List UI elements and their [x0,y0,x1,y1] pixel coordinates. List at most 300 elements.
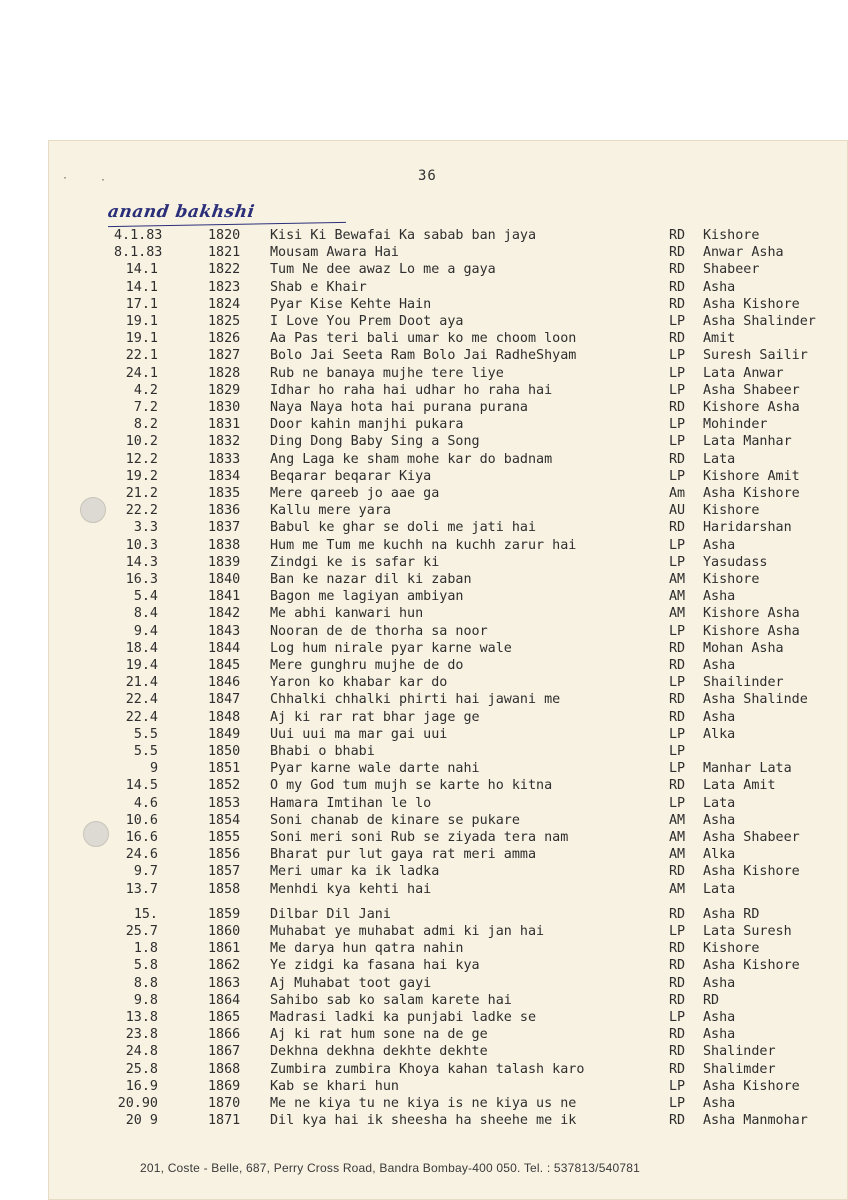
song-title: Ban ke nazar dil ki zaban [270,572,472,587]
song-row [48,554,848,571]
entry-date: 10.6 [125,812,158,828]
song-number: 1866 [208,1027,241,1043]
song-number: 1865 [208,1010,241,1025]
singers: Asha [703,279,736,295]
composer-code: AU [669,503,686,519]
entry-date: 16.9 [125,1078,158,1094]
composer-code: RD [669,640,686,656]
song-number: 1868 [208,1061,241,1077]
entry-date: 22.4 [125,709,158,725]
song-title: Hamara Imtihan le lo [270,795,432,811]
singers: Alka [703,847,736,863]
song-title: Ang Laga ke sham mohe kar do badnam [270,451,553,467]
song-number: 1832 [208,434,241,450]
song-title: Mere gunghru mujhe de do [270,658,464,673]
composer-code: LP [669,382,686,398]
song-number: 1838 [208,537,241,553]
song-title: Zindgi ke is safar ki [270,554,440,570]
composer-code: RD [669,331,686,347]
composer-code: RD [669,1061,686,1077]
singers: Shalimder [703,1061,776,1077]
song-number: 1857 [208,864,241,880]
singers: Asha RD [703,906,760,922]
singers: Shalinder [703,1044,776,1060]
composer-code: AM [669,606,686,622]
song-row [48,433,848,450]
song-number: 1828 [208,365,241,381]
song-row [48,1061,848,1078]
singers: Kishore [703,228,760,243]
song-row [48,468,848,485]
singers: Kishore [703,572,760,587]
entry-date: 5.8 [133,958,158,974]
song-row [48,812,848,829]
song-row [48,795,848,812]
song-number: 1869 [208,1078,241,1094]
composer-code: RD [669,958,686,974]
song-number: 1856 [208,847,241,863]
singers: Asha [703,975,736,991]
song-title: Log hum nirale pyar karne wale [270,640,512,656]
document-page [48,140,848,1200]
song-number: 1826 [208,331,241,347]
song-number: 1824 [208,296,241,312]
song-title: Idhar ho raha hai udhar ho raha hai [270,382,553,398]
song-row [48,923,848,940]
song-number: 1835 [208,486,241,501]
song-number: 1821 [208,245,241,261]
composer-code: RD [669,520,686,536]
singers: Asha Kishore [703,486,800,501]
composer-code: LP [669,434,686,450]
song-number: 1842 [208,606,241,622]
song-title: Beqarar beqarar Kiya [270,468,432,484]
song-row [48,485,848,502]
entry-date: 25.7 [125,924,158,939]
song-title: Shab e Khair [270,279,367,295]
composer-code: RD [669,864,686,880]
composer-code: RD [669,709,686,725]
composer-code: RD [669,1044,686,1060]
entry-date: 8.2 [133,417,158,433]
song-number: 1858 [208,881,241,897]
entry-date: 10.2 [125,434,158,450]
singers: Suresh Sailir [703,348,808,364]
song-title: Kallu mere yara [270,503,391,519]
singers: Asha [703,1010,736,1025]
composer-code: LP [669,1078,686,1094]
song-title: Dekhna dekhna dekhte dekhte [270,1044,488,1060]
song-row [48,709,848,726]
singers: Asha [703,709,736,725]
entry-date: 9.8 [133,992,158,1008]
song-row [48,957,848,974]
composer-code: AM [669,830,686,845]
singers: Asha [703,589,736,605]
entry-date: 13.7 [125,881,158,897]
song-title: Meri umar ka ik ladka [270,864,440,880]
composer-code: RD [669,245,686,261]
composer-code: AM [669,812,686,828]
singers: Asha [703,1096,736,1111]
composer-code: AM [669,847,686,863]
singers: Mohinder [703,417,768,433]
song-row [48,416,848,433]
song-row [48,605,848,622]
singers: Lata Suresh [703,924,792,939]
entry-date: 19.4 [125,658,158,673]
singers: Asha [703,812,736,828]
song-title: Bolo Jai Seeta Ram Bolo Jai RadheShyam [270,348,577,364]
song-row [48,365,848,382]
song-number: 1839 [208,554,241,570]
singers: Lata [703,881,736,897]
song-title: Naya Naya hota hai purana purana [270,400,528,415]
song-row [48,502,848,519]
song-row [48,261,848,278]
song-row [48,451,848,468]
song-title: Ye zidgi ka fasana hai kya [270,958,480,974]
song-title: Bagon me lagiyan ambiyan [270,589,464,605]
entry-date: 13.8 [125,1010,158,1025]
entry-date: 1.8 [133,941,158,957]
composer-code: RD [669,1027,686,1043]
song-title: Menhdi kya kehti hai [270,881,432,897]
composer-code: LP [669,623,686,639]
composer-code: LP [669,554,686,570]
composer-code: LP [669,1096,686,1111]
song-row [48,743,848,760]
singers: Lata Amit [703,778,776,794]
singers: Asha Kishore [703,958,800,974]
address-footer: 201, Coste - Belle, 687, Perry Cross Road, Bandra Bombay-400 050. Tel. : 537813/540781 [140,1161,640,1175]
composer-code: LP [669,348,686,364]
composer-code: RD [669,992,686,1008]
singers: Kishore [703,941,760,957]
composer-code: RD [669,658,686,673]
composer-code: RD [669,906,686,922]
composer-code: RD [669,975,686,991]
song-row [48,863,848,880]
entry-date: 9 [149,761,158,777]
song-title: Me ne kiya tu ne kiya is ne kiya us ne [270,1096,577,1111]
song-row [48,571,848,588]
singers: Asha Shabeer [703,382,800,398]
song-title: Soni meri soni Rub se ziyada tera nam [270,830,569,845]
song-row [48,992,848,1009]
song-number: 1833 [208,451,241,467]
entry-date: 19.1 [125,314,158,329]
entry-date: 14.3 [125,554,158,570]
singers: Alka [703,726,736,742]
composer-code: RD [669,296,686,312]
song-title: Ding Dong Baby Sing a Song [270,434,480,450]
entry-date: 16.3 [125,572,158,587]
composer-code: LP [669,726,686,742]
entry-date: 23.8 [125,1027,158,1043]
entry-date: 4.6 [133,795,158,811]
entry-date: 16.6 [125,830,158,845]
song-number: 1849 [208,726,241,742]
composer-code: RD [669,279,686,295]
song-row [48,975,848,992]
song-title: Mousam Awara Hai [270,245,399,261]
entry-date: 4.2 [133,382,158,398]
song-row [48,640,848,657]
entry-date: 4.1.83 [114,228,163,243]
composer-code: LP [669,365,686,381]
singers: Kishore Amit [703,468,800,484]
song-title: Soni chanab de kinare se pukare [270,812,520,828]
entry-date: 22.2 [125,503,158,519]
singers: Asha [703,1027,736,1043]
song-row [48,657,848,674]
song-number: 1862 [208,958,241,974]
song-row [48,1043,848,1060]
song-title: Uui uui ma mar gai uui [270,726,448,742]
song-number: 1836 [208,503,241,519]
song-row [48,279,848,296]
lyricist-heading: anand bakhshi [106,202,256,222]
song-title: Rub ne banaya mujhe tere liye [270,365,504,381]
composer-code: LP [669,795,686,811]
song-row [48,227,848,244]
entry-date: 8.8 [133,975,158,991]
song-title: Chhalki chhalki phirti hai jawani me [270,692,561,708]
song-row [48,330,848,347]
entry-date: 20 9 [125,1113,158,1129]
song-number: 1840 [208,572,241,587]
song-title: I Love You Prem Doot aya [270,314,464,329]
song-row [48,296,848,313]
singers: Kishore Asha [703,606,800,622]
song-title: Aj ki rat hum sone na de ge [270,1027,488,1043]
song-number: 1853 [208,795,241,811]
page-number: 36 [418,168,437,184]
singers: Lata [703,451,736,467]
singers: Shabeer [703,262,760,278]
singers: Kishore Asha [703,623,800,639]
song-number: 1827 [208,348,241,364]
entry-date: 22.1 [125,348,158,364]
song-number: 1848 [208,709,241,725]
singers: Mohan Asha [703,640,784,656]
song-title: Madrasi ladki ka punjabi ladke se [270,1010,537,1025]
entry-date: 24.6 [125,847,158,863]
composer-code: RD [669,262,686,278]
entry-date: 14.5 [125,778,158,794]
composer-code: LP [669,468,686,484]
song-title: Mere qareeb jo aae ga [270,486,440,501]
song-number: 1852 [208,778,241,794]
song-title: Babul ke ghar se doli me jati hai [270,520,537,536]
composer-code: RD [669,778,686,794]
entry-date: 21.2 [125,486,158,501]
song-number: 1823 [208,279,241,295]
composer-code: LP [669,537,686,553]
singers: Anwar Asha [703,245,784,261]
singers: Kishore [703,503,760,519]
song-row [48,674,848,691]
entry-date: 5.5 [133,744,158,759]
song-row [48,829,848,846]
entry-date: 18.4 [125,640,158,656]
song-title: Yaron ko khabar kar do [270,675,448,691]
song-number: 1845 [208,658,241,673]
song-title: Tum Ne dee awaz Lo me a gaya [270,262,496,278]
composer-code: RD [669,400,686,415]
singers: Asha Manmohar [703,1113,808,1129]
singers: Lata [703,795,736,811]
song-row [48,691,848,708]
composer-code: AM [669,589,686,605]
entry-date: 21.4 [125,675,158,691]
composer-code: AM [669,572,686,587]
entry-date: 24.8 [125,1044,158,1060]
song-row [48,1095,848,1112]
song-number: 1863 [208,975,241,991]
song-number: 1854 [208,812,241,828]
song-row [48,940,848,957]
entry-date: 9.4 [133,623,158,639]
song-title: O my God tum mujh se karte ho kitna [270,778,553,794]
composer-code: LP [669,1010,686,1025]
entry-date: 19.2 [125,468,158,484]
song-title: Zumbira zumbira Khoya kahan talash karo [270,1061,585,1077]
song-title: Aj ki rar rat bhar jage ge [270,709,480,725]
song-number: 1871 [208,1113,241,1129]
composer-code: RD [669,451,686,467]
singers: Yasudass [703,554,768,570]
composer-code: LP [669,417,686,433]
singers: Manhar Lata [703,761,792,777]
entry-date: 7.2 [133,400,158,415]
entry-date: 20.90 [117,1096,158,1111]
song-number: 1822 [208,262,241,278]
song-row [48,1009,848,1026]
song-number: 1829 [208,382,241,398]
song-row [48,623,848,640]
singers: Asha Kishore [703,296,800,312]
song-title: Dilbar Dil Jani [270,906,391,922]
song-row [48,1112,848,1129]
entry-date: 17.1 [125,296,158,312]
composer-code: LP [669,675,686,691]
entry-date: 19.1 [125,331,158,347]
song-number: 1844 [208,640,241,656]
composer-code: LP [669,314,686,329]
entry-date: 15. [133,906,158,922]
song-number: 1831 [208,417,241,433]
song-title: Bharat pur lut gaya rat meri amma [270,847,537,863]
song-number: 1843 [208,623,241,639]
singers: Asha Shalinde [703,692,808,708]
entry-date: 24.1 [125,365,158,381]
song-title: Aj Muhabat toot gayi [270,975,432,991]
song-row [48,588,848,605]
song-row [48,846,848,863]
singers: Lata Anwar [703,365,784,381]
entry-date: 9.7 [133,864,158,880]
composer-code: LP [669,744,686,759]
song-number: 1820 [208,228,241,243]
song-row [48,313,848,330]
song-number: 1859 [208,906,241,922]
composer-code: RD [669,941,686,957]
entry-date: 5.5 [133,726,158,742]
song-title: Sahibo sab ko salam karete hai [270,992,512,1008]
singers: Asha Shabeer [703,830,800,845]
composer-code: RD [669,692,686,708]
song-title: Hum me Tum me kuchh na kuchh zarur hai [270,537,577,553]
song-row [48,347,848,364]
song-row [48,244,848,261]
song-title: Aa Pas teri bali umar ko me choom loon [270,331,577,347]
song-title: Me darya hun qatra nahin [270,941,464,957]
entry-date: 8.4 [133,606,158,622]
composer-code: AM [669,881,686,897]
singers: RD [703,992,720,1008]
song-title: Pyar karne wale darte nahi [270,761,480,777]
entry-date: 14.1 [125,279,158,295]
song-number: 1864 [208,992,241,1008]
song-title: Bhabi o bhabi [270,744,375,759]
entry-date: 5.4 [133,589,158,605]
song-title: Kab se khari hun [270,1078,399,1094]
composer-code: RD [669,228,686,243]
singers: Lata Manhar [703,434,792,450]
entry-date: 12.2 [125,451,158,467]
song-row [48,760,848,777]
entry-date: 10.3 [125,537,158,553]
song-title: Door kahin manjhi pukara [270,417,464,433]
song-row [48,881,848,898]
singers: Haridarshan [703,520,792,536]
song-row [48,537,848,554]
singers: Asha [703,658,736,673]
singers: Kishore Asha [703,400,800,415]
song-title: Kisi Ki Bewafai Ka sabab ban jaya [270,228,537,243]
entry-date: 22.4 [125,692,158,708]
song-row [48,1026,848,1043]
song-title: Me abhi kanwari hun [270,606,424,622]
entry-date: 14.1 [125,262,158,278]
song-title: Dil kya hai ik sheesha ha sheehe me ik [270,1113,577,1129]
entry-date: 8.1.83 [114,245,163,261]
song-number: 1834 [208,468,241,484]
song-row [48,726,848,743]
song-number: 1837 [208,520,241,536]
song-title: Nooran de de thorha sa noor [270,623,488,639]
song-number: 1861 [208,941,241,957]
ink-speck: · [62,173,69,184]
song-number: 1855 [208,830,241,845]
singers: Asha Kishore [703,864,800,880]
singers: Asha [703,537,736,553]
song-number: 1841 [208,589,241,605]
song-title: Muhabat ye muhabat admi ki jan hai [270,924,545,939]
song-row [48,777,848,794]
entry-date: 3.3 [133,520,158,536]
song-title: Pyar Kise Kehte Hain [270,296,432,312]
song-row [48,399,848,416]
song-number: 1825 [208,314,241,329]
composer-code: Am [669,486,686,501]
entry-date: 25.8 [125,1061,158,1077]
composer-code: LP [669,761,686,777]
song-number: 1867 [208,1044,241,1060]
song-row [48,382,848,399]
